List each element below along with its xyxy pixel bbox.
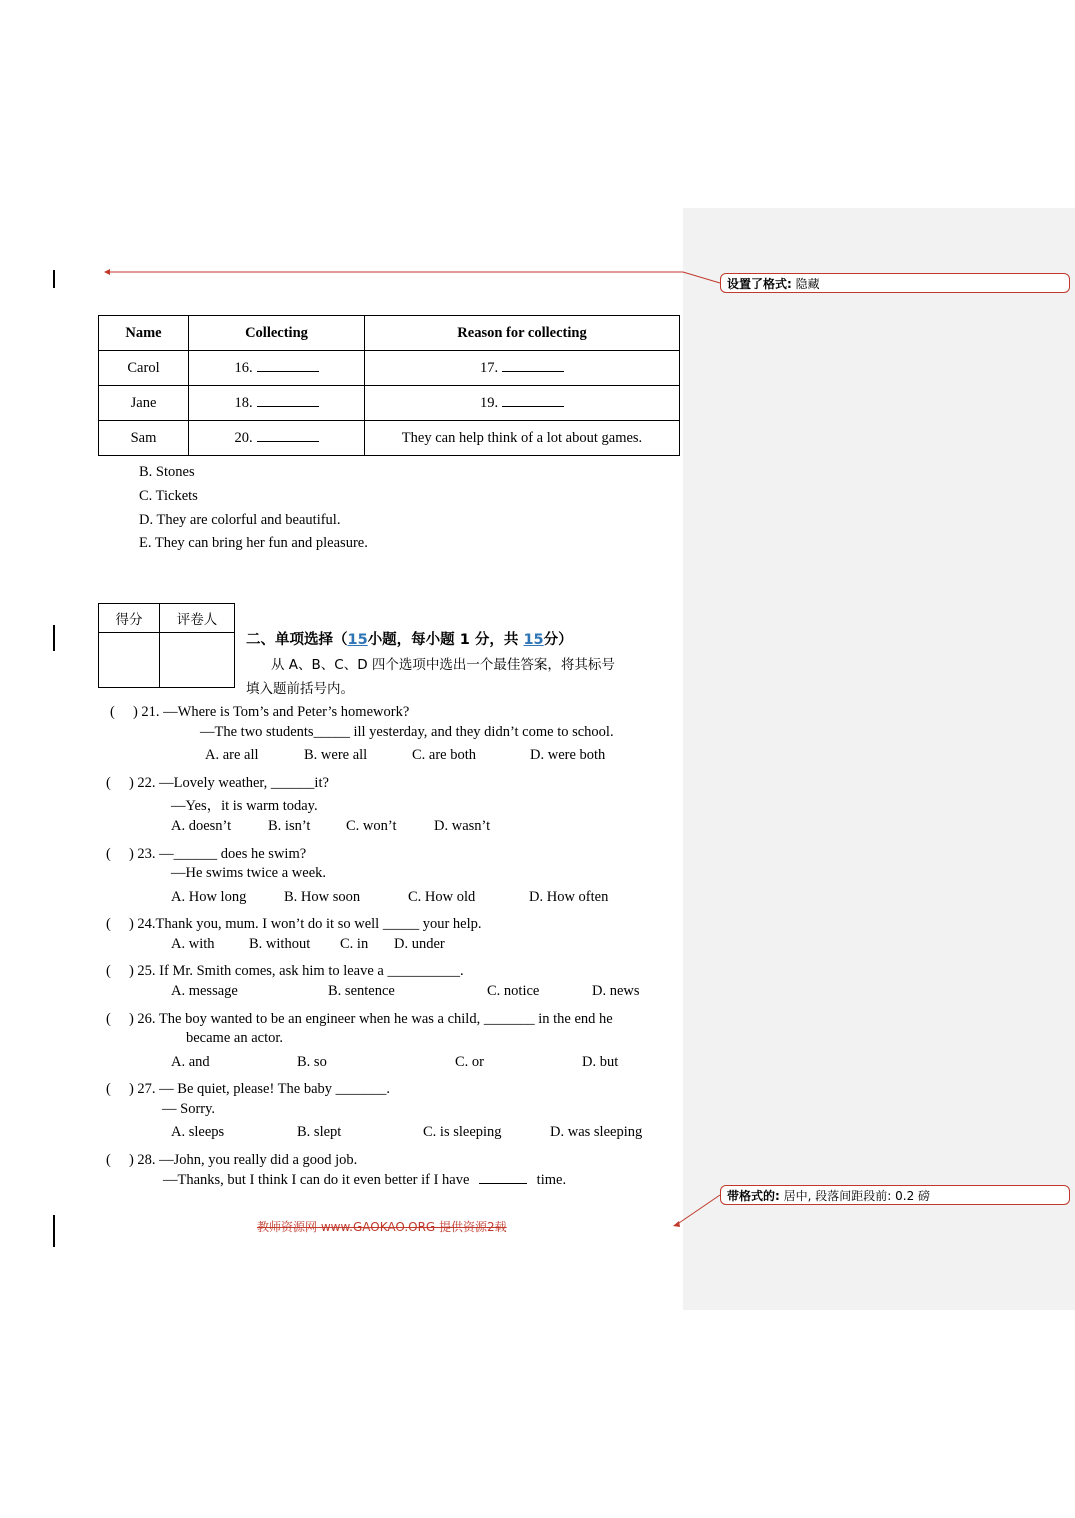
table-row [99,386,680,421]
q23-option-c: C. How old [408,889,476,905]
header-reason: Reason for collecting [365,316,680,351]
question-22: ( ) 22. —Lovely weather, ______it? [106,775,329,791]
q23-option-a: A. How long [171,889,247,905]
q22-option-a: A. doesn’t [171,818,232,834]
row-collecting: 20. [189,421,365,456]
question-28: ( ) 28. —John, you really did a good job. [106,1152,358,1168]
q24-option-b: B. without [249,936,311,952]
row-name: Sam [99,421,189,456]
grader-label: 评卷人 [160,604,235,633]
q25-option-d: D. news [592,983,640,999]
row-name: Jane [99,386,189,421]
q26-option-d: D. but [582,1054,619,1070]
question-26-line2: became an actor. [186,1030,284,1046]
question-21-line2: —The two students_____ ill yesterday, and they didn’t come to school. [200,724,614,740]
q24-option-a: A. with [171,936,215,952]
q26-option-c: C. or [455,1054,484,1070]
question-24: ( ) 24.Thank you, mum. I won’t do it so well _____ your help. [106,916,482,932]
question-21: ( ) 21. —Where is Tom’s and Peter’s homework? [110,704,410,720]
comment-2-text: 居中, 段落间距段前: 0.2 磅 [783,1189,931,1203]
q23-option-d: D. How often [529,889,609,905]
q27-option-c: C. is sleeping [423,1124,502,1140]
answer-blank[interactable] [257,429,319,442]
q21-option-b: B. were all [304,747,368,763]
question-22-line2: —Yes，it is warm today. [171,798,318,814]
q22-option-b: B. isn’t [268,818,311,834]
table-row [99,421,680,456]
q21-option-a: A. are all [205,747,259,763]
answer-blank[interactable] [479,1171,527,1184]
page-footer: 教师资源网 www.GAOKAO.ORG 提供资源2载 [257,1220,507,1234]
score-box [98,603,235,688]
total-score: 15 [523,632,544,648]
row-reason: 19. [365,386,680,421]
q21-option-c: C. are both [412,747,477,763]
q24-option-c: C. in [340,936,369,952]
section-instruction-1: 从 A、B、C、D 四个选项中选出一个最佳答案，将其标号 [271,657,615,673]
score-label: 得分 [99,604,160,633]
option-d: D. They are colorful and beautiful. [139,512,341,528]
collecting-table [98,315,680,456]
row-collecting: 16. [189,351,365,386]
change-bar-2 [53,625,55,651]
question-count: 15 [347,632,368,648]
row-reason: 17. [365,351,680,386]
section-title: 二、单项选择（15小题，每小题 1 分，共 15分） [246,632,573,648]
q27-option-b: B. slept [297,1124,342,1140]
grader-cell[interactable] [160,633,235,688]
question-23-line2: —He swims twice a week. [171,865,327,881]
question-27-line2: — Sorry. [162,1101,216,1117]
header-name: Name [99,316,189,351]
table-row [99,351,680,386]
comment-2-label: 带格式的: [727,1189,780,1203]
q25-option-c: C. notice [487,983,540,999]
q25-option-a: A. message [171,983,238,999]
q26-option-a: A. and [171,1054,210,1070]
answer-blank[interactable] [502,394,564,407]
row-name: Carol [99,351,189,386]
score-cell[interactable] [99,633,160,688]
change-bar-3 [53,1215,55,1247]
comment-1-label: 设置了格式: [727,277,792,291]
q22-option-d: D. wasn’t [434,818,491,834]
comment-balloon-2[interactable] [720,1185,1070,1205]
question-25: ( ) 25. If Mr. Smith comes, ask him to leave a __________. [106,963,464,979]
q23-option-b: B. How soon [284,889,361,905]
q27-option-d: D. was sleeping [550,1124,643,1140]
q26-option-b: B. so [297,1054,327,1070]
question-28-line2: —Thanks, but I think I can do it even better if I have time. [163,1172,567,1188]
answer-blank[interactable] [257,394,319,407]
section-instruction-2: 填入题前括号内。 [246,681,354,697]
option-e: E. They can bring her fun and pleasure. [139,535,368,551]
question-27: ( ) 27. — Be quiet, please! The baby _______. [106,1081,391,1097]
row-reason: They can help think of a lot about games. [365,421,680,456]
question-23: ( ) 23. —______ does he swim? [106,846,307,862]
q24-option-d: D. under [394,936,445,952]
question-26: ( ) 26. The boy wanted to be an engineer when he was a child, _______ in the end he [106,1011,613,1027]
option-b: B. Stones [139,464,195,480]
answer-blank[interactable] [502,359,564,372]
header-collecting: Collecting [189,316,365,351]
q25-option-b: B. sentence [328,983,395,999]
comment-1-text: 隐藏 [795,277,820,291]
change-bar-1 [53,270,55,288]
row-collecting: 18. [189,386,365,421]
comment-balloon-1[interactable] [720,273,1070,293]
option-c: C. Tickets [139,488,198,504]
q27-option-a: A. sleeps [171,1124,225,1140]
q21-option-d: D. were both [530,747,606,763]
q22-option-c: C. won’t [346,818,397,834]
answer-blank[interactable] [257,359,319,372]
